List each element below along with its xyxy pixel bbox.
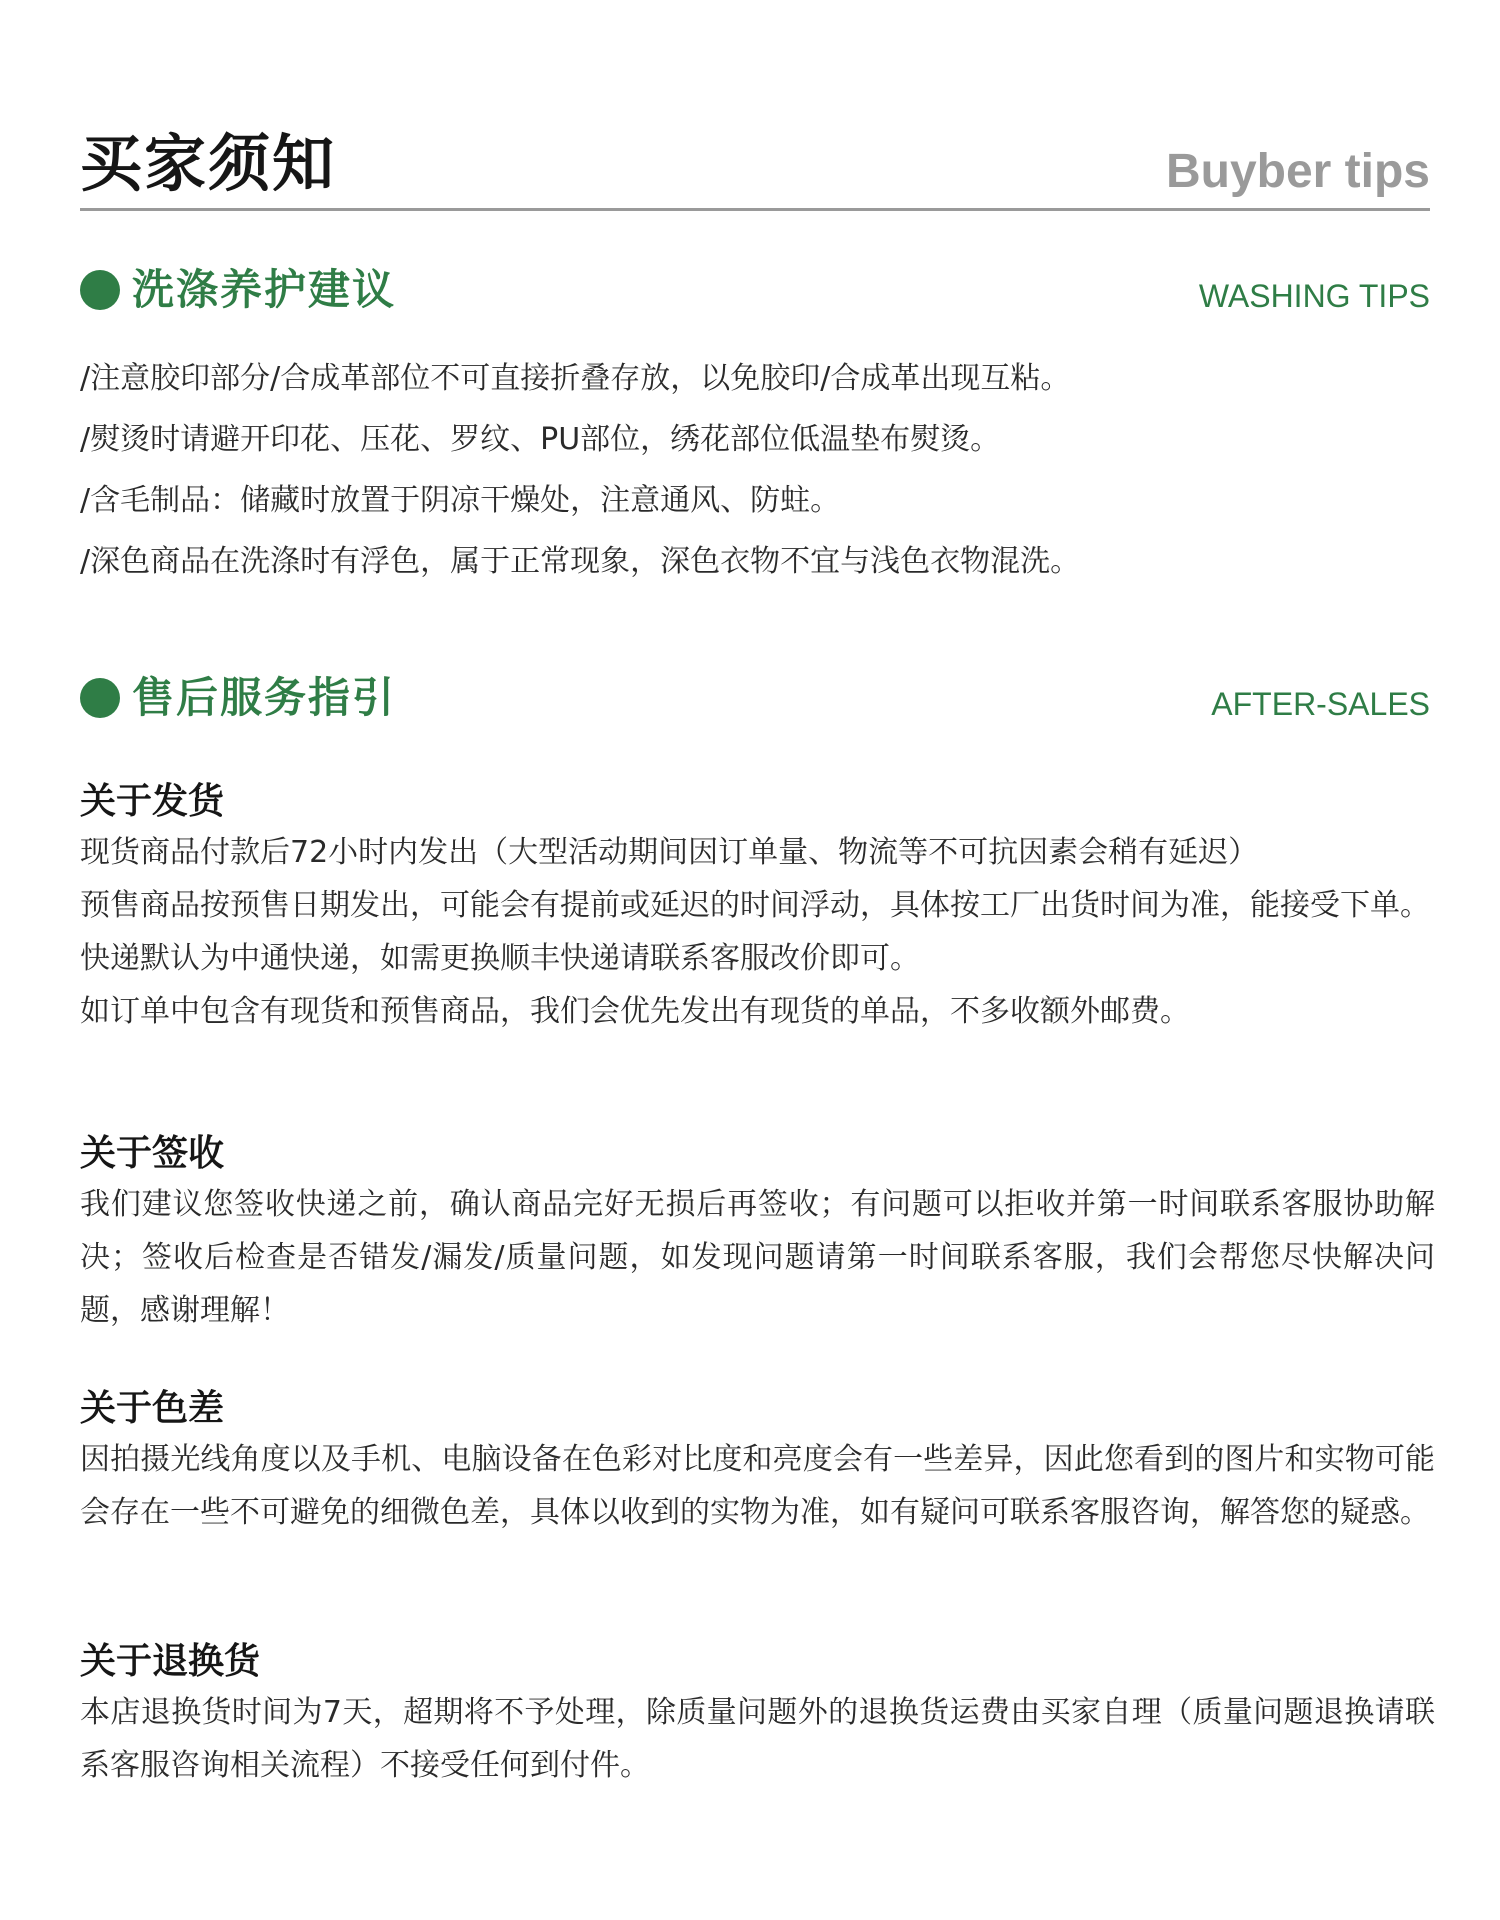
shipping-paragraph: 现货商品付款后72小时内发出（大型活动期间因订单量、物流等不可抗因素会稍有延迟） bbox=[80, 835, 1259, 870]
aftersales-section-en-label: AFTER-SALES bbox=[1211, 686, 1430, 722]
receiving-block-title: 关于签收 bbox=[80, 1133, 225, 1174]
shipping-block bbox=[80, 778, 1435, 1038]
color-difference-paragraph: 因拍摄光线角度以及手机、电脑设备在色彩对比度和亮度会有一些差异，因此您看到的图片和实物可能会存在一些不可避免的细微色差，具体以收到的实物为准，如有疑问可联系客服咨询，解答您的疑惑。 bbox=[80, 1442, 1435, 1530]
receiving-block bbox=[80, 1130, 1435, 1337]
page-header bbox=[80, 128, 1430, 211]
shipping-paragraph: 如订单中包含有现货和预售商品，我们会优先发出有现货的单品，不多收额外邮费。 bbox=[80, 994, 1190, 1029]
color-difference-block bbox=[80, 1385, 1435, 1539]
washing-tips-list bbox=[80, 348, 1430, 592]
aftersales-section-title: 售后服务指引 bbox=[132, 673, 397, 722]
washing-tip-item: /熨烫时请避开印花、压花、罗纹、PU部位，绣花部位低温垫布熨烫。 bbox=[80, 422, 1001, 457]
aftersales-section-header bbox=[80, 670, 1430, 730]
washing-section-header bbox=[80, 262, 1430, 322]
washing-section-title: 洗涤养护建议 bbox=[132, 265, 397, 314]
washing-tip-item: /注意胶印部分/合成革部位不可直接折叠存放，以免胶印/合成革出现互粘。 bbox=[80, 361, 1071, 396]
returns-block bbox=[80, 1638, 1435, 1792]
shipping-block-title: 关于发货 bbox=[80, 781, 225, 822]
shipping-paragraph: 快递默认为中通快递，如需更换顺丰快递请联系客服改价即可。 bbox=[80, 941, 920, 976]
page-title: 买家须知 bbox=[80, 127, 337, 200]
washing-tip-item: /含毛制品：储藏时放置于阴凉干燥处，注意通风、防蛀。 bbox=[80, 483, 841, 518]
green-dot-icon bbox=[80, 270, 120, 310]
page-subtitle: Buyber tips bbox=[1165, 145, 1430, 198]
receiving-paragraph: 我们建议您签收快递之前，确认商品完好无损后再签收；有问题可以拒收并第一时间联系客服协助解决；签收后检查是否错发/漏发/质量问题，如发现问题请第一时间联系客服，我们会帮您尽快解决问题，感谢理解！ bbox=[80, 1187, 1435, 1328]
returns-block-title: 关于退换货 bbox=[80, 1641, 261, 1682]
green-dot-icon bbox=[80, 678, 120, 718]
washing-tip-item: /深色商品在洗涤时有浮色，属于正常现象，深色衣物不宜与浅色衣物混洗。 bbox=[80, 544, 1081, 579]
color-difference-block-title: 关于色差 bbox=[80, 1388, 225, 1429]
shipping-paragraph: 预售商品按预售日期发出，可能会有提前或延迟的时间浮动，具体按工厂出货时间为准，能接受下单。 bbox=[80, 888, 1430, 923]
washing-section-en-label: WASHING TIPS bbox=[1198, 278, 1430, 314]
returns-paragraph: 本店退换货时间为7天，超期将不予处理，除质量问题外的退换货运费由买家自理（质量问题退换请联系客服咨询相关流程）不接受任何到付件。 bbox=[80, 1695, 1435, 1783]
